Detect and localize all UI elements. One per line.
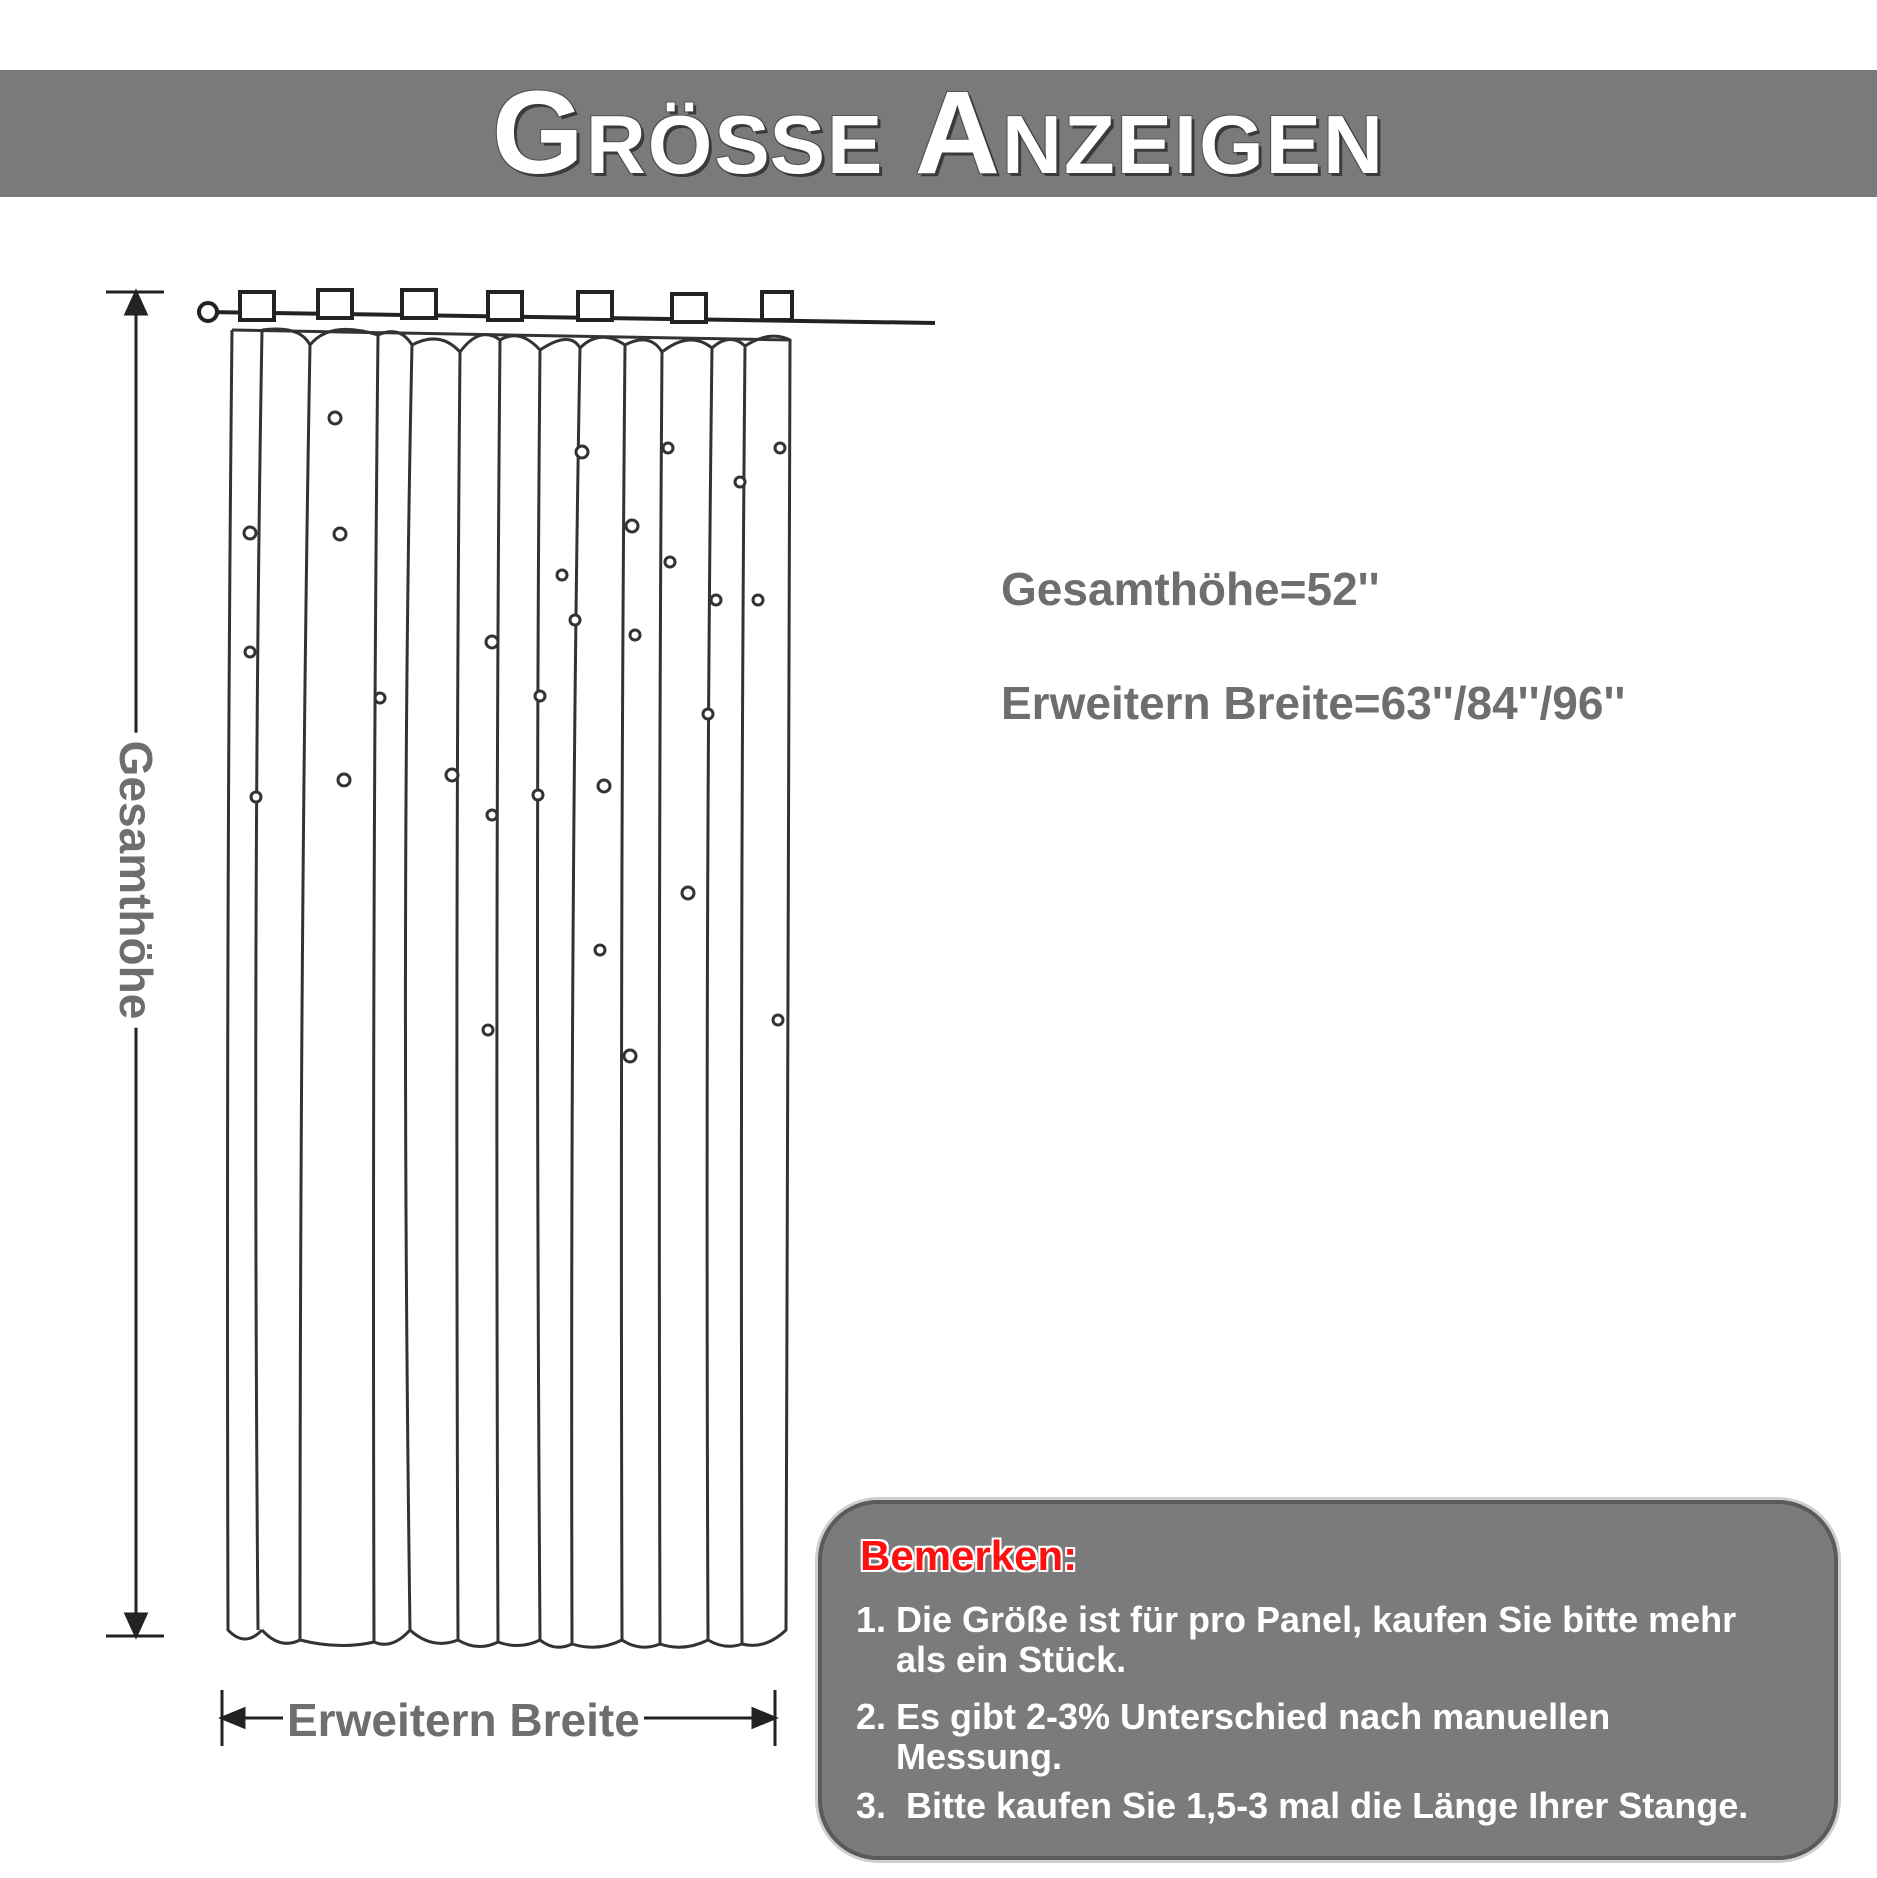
- note-text: Die Größe ist für pro Panel, kaufen Sie bitte mehr: [896, 1599, 1737, 1640]
- note-number: 2.: [856, 1696, 887, 1737]
- note-text-continued: als ein Stück.: [896, 1639, 1127, 1680]
- height-label: Gesamthöhe: [105, 733, 167, 1028]
- width-spec: Erweitern Breite=63''/84''/96'': [1001, 677, 1626, 729]
- note-number: 3.: [856, 1785, 887, 1826]
- curtain-rod: [199, 303, 935, 323]
- curtain-panel: [228, 329, 791, 1647]
- curtain-dots: [244, 412, 785, 1062]
- note-text: Es gibt 2-3% Unterschied nach manuellen: [896, 1696, 1611, 1737]
- note-item: [856, 1786, 1821, 1826]
- total-height-spec: Gesamthöhe=52'': [1001, 563, 1380, 615]
- notes-title: Bemerken:: [860, 1532, 1078, 1579]
- note-text: Bitte kaufen Sie 1,5-3 mal die Länge Ihrer Stange.: [896, 1785, 1749, 1826]
- note-number: 1.: [856, 1599, 887, 1640]
- note-item: [856, 1697, 1821, 1777]
- notes-box: [818, 1500, 1838, 1860]
- width-label: Erweitern Breite: [283, 1693, 644, 1747]
- page-title: Größe Anzeigen: [492, 67, 1385, 199]
- grommet-tops: [240, 290, 792, 322]
- note-item: [856, 1600, 1821, 1680]
- note-text-continued: Messung.: [896, 1736, 1063, 1777]
